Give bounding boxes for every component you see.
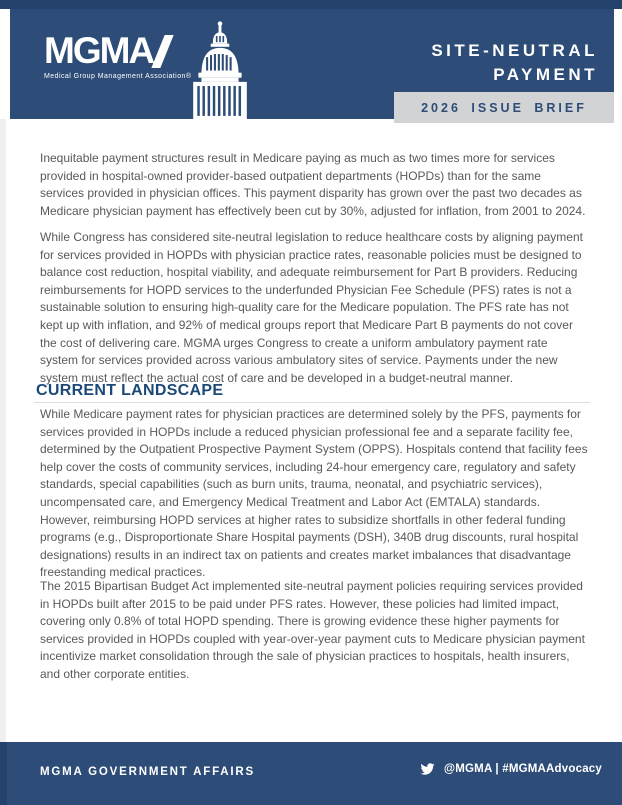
footer-left-edge [0, 742, 7, 805]
page-left-edge [0, 119, 6, 742]
mgma-logo [44, 27, 192, 80]
footer-social-handle[interactable] [419, 762, 602, 776]
mgma-logo-wordmark-row [44, 27, 192, 69]
issue-brief-badge [394, 92, 614, 123]
document-title-line2: PAYMENT [493, 65, 598, 84]
document-title-line1: SITE-NEUTRAL [431, 41, 598, 60]
mgma-logo-tagline: Medical Group Management Association® [44, 73, 192, 80]
paragraph-landscape-2: The 2015 Bipartisan Budget Act implemented site-neutral payment policies requiring services provided in HOPDs built after 2015 to be paid under PFS rates. However, these policies had limited impact, covering only 0.8% of total HOPD spending. There is growing evidence these higher payments for services provided in HOPDs coupled with year-over-year payment cuts to Medicare physician payment incentivize market consolidation through the sale of physician practices to hospitals, health insurers, and other corporate entities. [40, 579, 585, 681]
mgma-logo-slash-icon [151, 35, 173, 68]
twitter-icon [419, 762, 436, 776]
paragraph-intro: Inequitable payment structures result in Medicare paying as much as two times more for services provided in hospital-owned provider-based outpatient departments (HOPDs) than for the same services provided in physician offices. This payment disparity has grown over the past two decades as Medicare physician payment has effectively been cut by 30%, adjusted for inflation, from 2001 to 2024. [40, 151, 586, 218]
paragraph-landscape-1: While Medicare payment rates for physician practices are determined solely by the PFS, payments for services provided in HOPDs include a reduced physician professional fee and a separate facility fee, determined by the Outpatient Prospective Payment System (OPPS). Hospitals contend that facility fees help cover the costs of community services, including 24-hour emergency care, regulatory and safety standards, special capabilities (such as burn units, trauma, neonatal, and psychiatric services), uncompensated care, and Emergency Medical Treatment and Labor Act (EMTALA) standards. However, reimbursing HOPD services at higher rates to subsidize shortfalls in other federal funding programs (e.g., Disproportionate Share Hospital payments (DSH), 340B drug discounts, rural hospital designations) results in an indirect tax on patients and creates market imbalances that disadvantage freestanding medical practices. [40, 407, 588, 580]
footer-org-label: MGMA GOVERNMENT AFFAIRS [40, 766, 255, 778]
top-accent-strip [0, 0, 622, 9]
issue-brief-badge-text: 2026 ISSUE BRIEF [421, 100, 587, 115]
paragraph-position: While Congress has considered site-neutral legislation to reduce healthcare costs by aligning payment for services provided in HOPDs with physician practice rates, reasonable policies must be designed to balance cost reduction, hospital viability, and adequate reimbursement for Part B providers. Reducing reimbursements for HOPD services to the underfunded Physician Fee Schedule (PFS) rates is not a sustainable solution to ensuring high-quality care for the Medicare population. The PFS rate has not kept up with inflation, and 92% of medical groups report that Medicare Part B payments do not cover the cost of delivering care. MGMA urges Congress to create a uniform ambulatory payment rate system for services provided across various ambulatory sites of service. Payments under the new system must reflect the actual cost of care and be developed in a budget-neutral manner. [40, 230, 583, 385]
footer-banner [0, 742, 622, 805]
mgma-logo-text: MGMA [44, 30, 154, 71]
footer-social-text[interactable]: @MGMA | #MGMAAdvocacy [443, 763, 602, 775]
capitol-building-icon [182, 20, 258, 119]
section-heading-current-landscape: CURRENT LANDSCAPE [36, 382, 224, 399]
section-heading-rule [34, 402, 590, 403]
document-title [431, 39, 598, 87]
